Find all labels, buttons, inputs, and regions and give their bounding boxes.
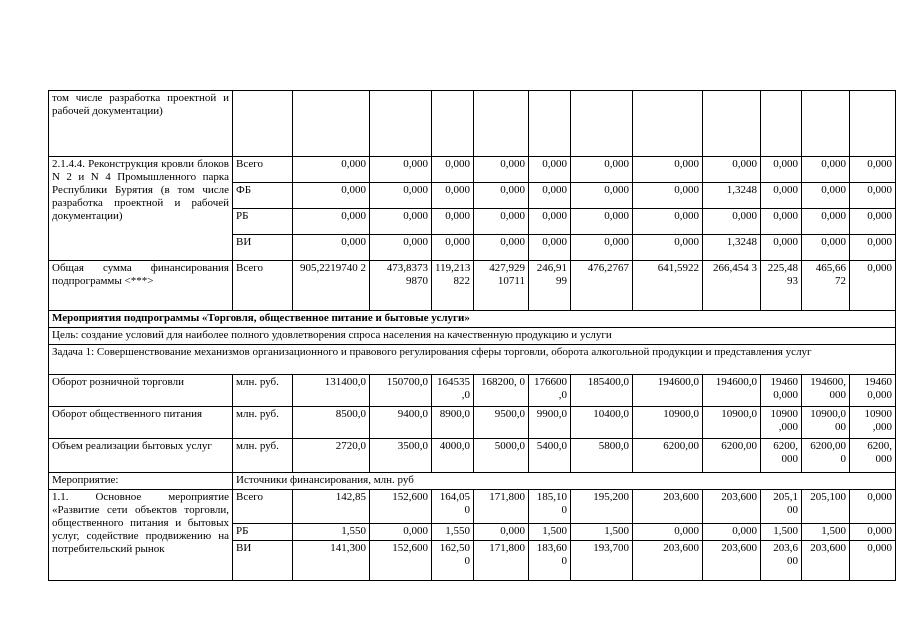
value-cell: 119,213 822 [432,261,474,311]
value-cell: 0,000 [633,183,703,209]
value-cell: 0,000 [850,490,896,524]
unit-cell: млн. руб. [233,439,293,473]
value-cell: 19460 0,000 [761,375,802,407]
value-cell: 266,454 3 [703,261,761,311]
value-cell: 195,200 [571,490,633,524]
unit-cell [233,91,293,157]
value-cell: 0,000 [432,235,474,261]
value-cell: 9400,0 [370,407,432,439]
unit-cell: ВИ [233,541,293,581]
value-cell: 10900,0 [703,407,761,439]
value-cell: 1,550 [432,524,474,541]
value-cell: 194600,0 [703,375,761,407]
value-cell: 0,000 [293,209,370,235]
value-cell: 193,700 [571,541,633,581]
section-heading: Задача 1: Совершенствование механизмов организационного и правового регулирования сферы торговли, оборота алкогольной продукции и представления услуг [49,345,896,375]
value-cell: 185,10 0 [529,490,571,524]
value-cell: 0,000 [703,209,761,235]
value-cell: 0,000 [432,183,474,209]
value-cell: 8900,0 [432,407,474,439]
financing-table [48,90,896,581]
value-cell [571,91,633,157]
row-label: Мероприятие: [49,473,233,490]
section-heading: Цель: создание условий для наиболее полного удовлетворения спроса населения на качественную продукцию и услуги [49,328,896,345]
value-cell: 0,000 [802,209,850,235]
value-cell: 0,000 [529,209,571,235]
value-cell: 465,66 72 [802,261,850,311]
value-cell: 10400,0 [571,407,633,439]
value-cell: 246,91 99 [529,261,571,311]
value-cell: 0,000 [850,261,896,311]
value-cell: 0,000 [850,157,896,183]
value-cell: 3500,0 [370,439,432,473]
value-cell: 0,000 [802,183,850,209]
unit-cell: РБ [233,524,293,541]
value-cell: 0,000 [571,209,633,235]
table-row [49,375,896,407]
table-row [49,261,896,311]
value-cell: 0,000 [474,183,529,209]
value-cell: 10900,0 00 [802,407,850,439]
value-cell: 162,50 0 [432,541,474,581]
value-cell: 0,000 [370,235,432,261]
value-cell: 152,600 [370,490,432,524]
value-cell: 0,000 [703,524,761,541]
value-cell: 0,000 [571,183,633,209]
value-cell: 183,60 0 [529,541,571,581]
table-row [49,407,896,439]
value-cell: 164,05 0 [432,490,474,524]
value-cell: 0,000 [474,524,529,541]
value-cell [529,91,571,157]
value-cell: 6200,00 [633,439,703,473]
value-cell: 203,600 [633,490,703,524]
value-cell: 203,600 [703,541,761,581]
unit-cell: ВИ [233,235,293,261]
value-cell: 0,000 [633,209,703,235]
value-cell: 0,000 [432,157,474,183]
value-cell: 5800,0 [571,439,633,473]
value-cell: 0,000 [432,209,474,235]
value-cell: 10900 ,000 [761,407,802,439]
value-cell: 152,600 [370,541,432,581]
value-cell: 10900,0 [633,407,703,439]
row-label: Оборот общественного питания [49,407,233,439]
value-cell: 6200, 000 [850,439,896,473]
value-cell: 194600,0 [633,375,703,407]
table-row [49,328,896,345]
table-row [49,439,896,473]
value-cell: 150700,0 [370,375,432,407]
table-row [49,157,896,183]
value-cell: 0,000 [761,157,802,183]
row-label: 2.1.4.4. Реконструкция кровли блоков N 2 и N 4 Промышленного парка Республики Бурятия (в том числе разработка проектной и рабочей документации) [49,157,233,261]
value-cell: 427,929 10711 [474,261,529,311]
value-cell: 1,500 [529,524,571,541]
value-cell: 1,500 [571,524,633,541]
value-cell: 641,5922 [633,261,703,311]
value-cell: 0,000 [761,183,802,209]
value-cell: 0,000 [474,209,529,235]
unit-cell: Всего [233,490,293,524]
value-cell: 6200,00 [703,439,761,473]
value-cell: 0,000 [370,183,432,209]
value-cell: 0,000 [850,183,896,209]
value-cell: 5400,0 [529,439,571,473]
value-cell: 1,500 [761,524,802,541]
value-cell [850,91,896,157]
value-cell: 0,000 [761,235,802,261]
value-cell [370,91,432,157]
value-cell: 1,3248 [703,183,761,209]
value-cell: 194600, 000 [802,375,850,407]
unit-cell: Всего [233,261,293,311]
table-row [49,91,896,157]
value-cell: 0,000 [703,157,761,183]
section-heading: Мероприятия подпрограммы «Торговля, общественное питание и бытовые услуги» [49,311,896,328]
unit-cell: Всего [233,157,293,183]
value-cell: 171,800 [474,541,529,581]
row-label: том числе разработка проектной и рабочей документации) [49,91,233,157]
value-cell: 2720,0 [293,439,370,473]
financing-sources-header: Источники финансирования, млн. руб [233,473,896,490]
value-cell: 0,000 [293,183,370,209]
value-cell: 0,000 [474,235,529,261]
value-cell: 0,000 [850,541,896,581]
value-cell: 0,000 [474,157,529,183]
value-cell [633,91,703,157]
value-cell: 171,800 [474,490,529,524]
value-cell: 164535 ,0 [432,375,474,407]
row-label: Объем реализации бытовых услуг [49,439,233,473]
value-cell: 176600 ,0 [529,375,571,407]
value-cell: 6200, 000 [761,439,802,473]
value-cell: 9900,0 [529,407,571,439]
unit-cell: млн. руб. [233,375,293,407]
value-cell: 0,000 [850,524,896,541]
value-cell: 473,8373 9870 [370,261,432,311]
value-cell: 9500,0 [474,407,529,439]
value-cell [761,91,802,157]
value-cell: 0,000 [633,524,703,541]
table-row [49,473,896,490]
value-cell: 0,000 [633,235,703,261]
value-cell: 476,2767 [571,261,633,311]
value-cell: 0,000 [850,209,896,235]
value-cell: 0,000 [370,524,432,541]
value-cell: 142,85 [293,490,370,524]
row-label: Общая сумма финансирования подпрограммы <***> [49,261,233,311]
value-cell: 0,000 [571,235,633,261]
unit-cell: ФБ [233,183,293,209]
value-cell: 0,000 [571,157,633,183]
value-cell: 205,100 [802,490,850,524]
value-cell [703,91,761,157]
value-cell: 0,000 [529,235,571,261]
value-cell [432,91,474,157]
table-row [49,490,896,524]
value-cell: 205,1 00 [761,490,802,524]
value-cell: 1,550 [293,524,370,541]
value-cell: 0,000 [802,235,850,261]
value-cell: 905,2219740 2 [293,261,370,311]
value-cell: 5000,0 [474,439,529,473]
value-cell: 0,000 [633,157,703,183]
value-cell: 203,600 [633,541,703,581]
value-cell: 4000,0 [432,439,474,473]
value-cell: 0,000 [370,157,432,183]
value-cell: 168200, 0 [474,375,529,407]
value-cell: 0,000 [293,235,370,261]
value-cell [802,91,850,157]
value-cell: 0,000 [529,157,571,183]
unit-cell: РБ [233,209,293,235]
value-cell: 1,3248 [703,235,761,261]
value-cell: 0,000 [761,209,802,235]
value-cell: 0,000 [802,157,850,183]
value-cell: 1,500 [802,524,850,541]
value-cell [293,91,370,157]
value-cell: 0,000 [293,157,370,183]
unit-cell: млн. руб. [233,407,293,439]
table-row [49,345,896,375]
row-label: Оборот розничной торговли [49,375,233,407]
value-cell: 203,600 [802,541,850,581]
value-cell: 185400,0 [571,375,633,407]
value-cell: 8500,0 [293,407,370,439]
value-cell: 0,000 [529,183,571,209]
value-cell: 6200,00 0 [802,439,850,473]
value-cell: 0,000 [370,209,432,235]
value-cell: 19460 0,000 [850,375,896,407]
row-label: 1.1. Основное мероприятие «Развитие сети объектов торговли, общественного питания и бытовых услуг, содействие продвижению на потребительский рынок [49,490,233,581]
value-cell: 131400,0 [293,375,370,407]
value-cell: 0,000 [850,235,896,261]
value-cell: 225,48 93 [761,261,802,311]
value-cell: 203,600 [703,490,761,524]
value-cell [474,91,529,157]
value-cell: 141,300 [293,541,370,581]
table-row [49,311,896,328]
value-cell: 10900 ,000 [850,407,896,439]
value-cell: 203,6 00 [761,541,802,581]
